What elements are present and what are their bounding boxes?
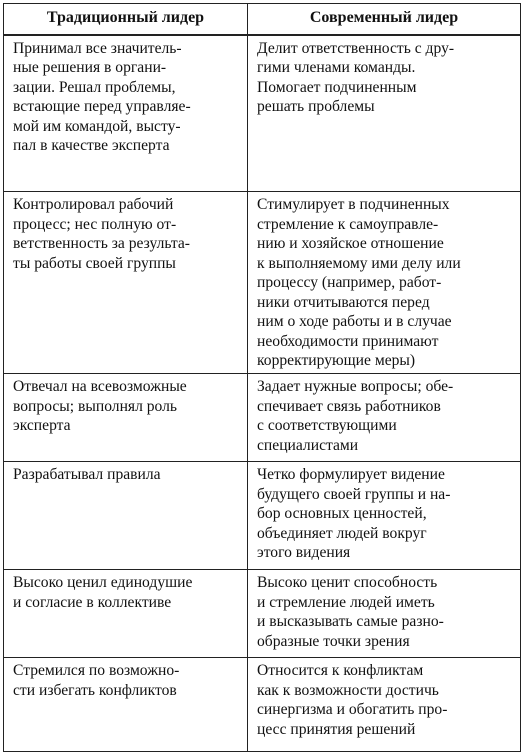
- cell-text-line: стремление к самоуправле-: [257, 215, 439, 233]
- cell-text-line: ники отчитываются перед: [257, 293, 430, 311]
- cell-text-line: Разрабатывал правила: [13, 466, 161, 483]
- cell-traditional: [4, 570, 248, 658]
- cell-text-line: к выполняемому ими делу или: [257, 254, 461, 272]
- cell-text-line: Стимулирует в подчиненных: [257, 196, 450, 213]
- cell-text-line: пал в качестве эксперта: [13, 137, 170, 154]
- cell-text-line: Принимал все значитель-: [13, 39, 182, 57]
- header-traditional-leader: Традиционный лидер: [4, 4, 248, 35]
- table-row: [4, 658, 521, 752]
- cell-traditional: [4, 374, 248, 462]
- cell-text-line: процессу (например, работ-: [257, 274, 442, 291]
- cell-text-line: как к возможности достичь: [257, 681, 439, 699]
- cell-text-line: Стремился по возможно-: [13, 662, 180, 679]
- cell-text-line: ним о ходе работы и в случае: [257, 313, 452, 330]
- cell-text-line: Четко формулирует видение: [257, 466, 445, 483]
- cell-text-line: Отвечал на всевозможные: [13, 378, 187, 395]
- cell-text-line: необходимости принимают: [257, 332, 439, 350]
- cell-text-line: гими членами команды.: [257, 59, 416, 76]
- cell-text-line: корректирующие меры): [257, 352, 416, 369]
- cell-text-line: образные точки зрения: [257, 632, 410, 650]
- cell-text-line: зации. Решал проблемы,: [13, 78, 176, 96]
- cell-text-line: нию и хозяйское отношение: [257, 235, 444, 252]
- cell-text-line: Задает нужные вопросы; обе-: [257, 378, 454, 395]
- cell-text-line: Относится к конфликтам: [257, 662, 424, 679]
- cell-text-line: объединяет людей вокруг: [257, 524, 427, 542]
- cell-traditional: [4, 192, 248, 374]
- cell-traditional: [4, 658, 248, 752]
- cell-text-line: будущего своей группы и на-: [257, 485, 451, 503]
- cell-text-line: Делит ответственность с дру-: [257, 39, 455, 57]
- table-row: [4, 462, 521, 570]
- cell-text-line: ветственность за результа-: [13, 235, 190, 252]
- cell-text-line: и стремление людей иметь: [257, 593, 435, 611]
- cell-text-line: сти избегать конфликтов: [13, 681, 177, 699]
- cell-traditional: [4, 462, 248, 570]
- cell-text-line: и высказывать самые разно-: [257, 613, 444, 630]
- cell-text-line: синергизма и обогатить про-: [257, 701, 448, 718]
- cell-modern: [248, 658, 521, 752]
- header-modern-leader: Современный лидер: [248, 4, 521, 35]
- leader-comparison-table: [3, 3, 521, 752]
- cell-text-line: вопросы; выполнял роль: [13, 397, 178, 415]
- cell-text-line: Высоко ценит способность: [257, 574, 438, 591]
- cell-text-line: специалистами: [257, 436, 359, 454]
- cell-text-line: цесс принятия решений: [257, 720, 416, 738]
- cell-text-line: ные решения в органи-: [13, 59, 167, 76]
- cell-modern: [248, 35, 521, 192]
- cell-modern: [248, 192, 521, 374]
- cell-text-line: Помогает подчиненным: [257, 78, 417, 96]
- cell-modern: [248, 374, 521, 462]
- cell-text-line: встающие перед управляе-: [13, 98, 191, 115]
- cell-text-line: процесс; нес полную от-: [13, 215, 177, 233]
- cell-text-line: и согласие в коллективе: [13, 593, 172, 611]
- cell-text-line: спечивает связь работников: [257, 397, 441, 415]
- cell-text-line: мой им командой, высту-: [13, 117, 181, 135]
- cell-text-line: с соответствующими: [257, 417, 397, 434]
- table-row: [4, 35, 521, 192]
- cell-modern: [248, 462, 521, 570]
- cell-traditional: [4, 35, 248, 192]
- table-row: [4, 374, 521, 462]
- cell-text-line: ты работы своей группы: [13, 254, 176, 272]
- cell-modern: [248, 570, 521, 658]
- cell-text-line: бор основных ценностей,: [257, 505, 427, 522]
- cell-text-line: этого видения: [257, 544, 351, 561]
- cell-text-line: эксперта: [13, 417, 71, 434]
- table-row: [4, 192, 521, 374]
- cell-text-line: Высоко ценил единодушие: [13, 574, 193, 591]
- cell-text-line: Контролировал рабочий: [13, 196, 174, 213]
- table-row: [4, 570, 521, 658]
- header-row: [4, 4, 521, 35]
- cell-text-line: решать проблемы: [257, 98, 375, 115]
